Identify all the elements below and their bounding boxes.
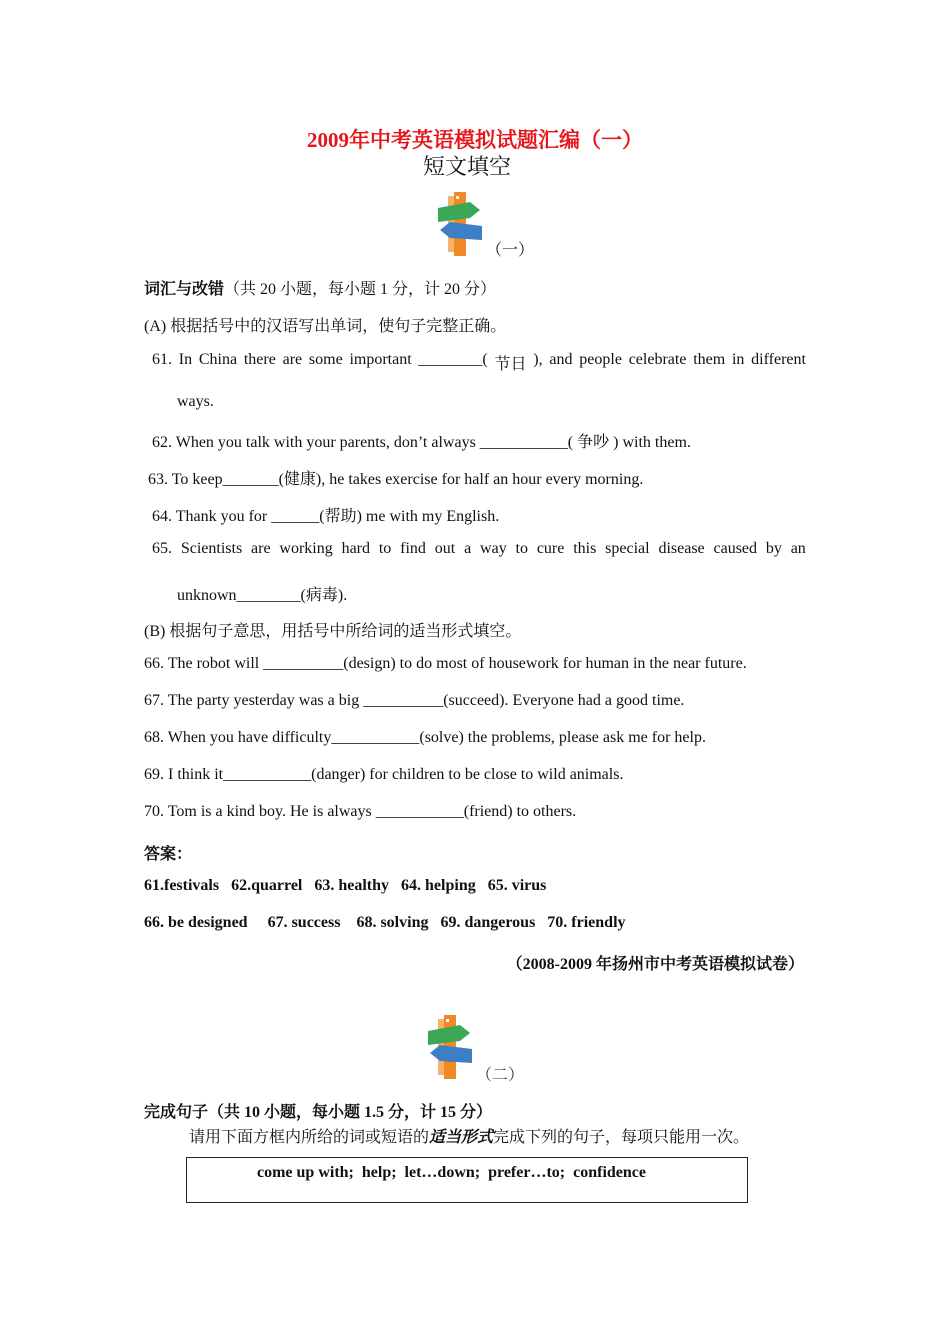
- word: there: [243, 351, 276, 368]
- instruction-pre: 请用下面方框内所给的词或短语的: [189, 1129, 430, 1146]
- word: by: [765, 540, 782, 557]
- word: out: [434, 540, 456, 557]
- word: ),: [533, 351, 543, 368]
- word: hard: [341, 540, 371, 557]
- word: and: [549, 351, 573, 368]
- word: working: [279, 540, 333, 557]
- section-heading: [144, 276, 496, 299]
- word: to: [515, 540, 528, 557]
- word: in: [731, 351, 745, 368]
- word: different: [751, 351, 806, 368]
- word-box-text: come up with; help; let…down; prefer…to; confidence: [257, 1164, 646, 1181]
- word: 65.: [152, 540, 172, 557]
- word: ________(: [418, 351, 488, 368]
- question-62: 62. When you talk with your parents, don’t always ___________( 争吵 ) with them.: [152, 434, 691, 451]
- question-64: 64. Thank you for ______(帮助) me with my English.: [152, 508, 500, 525]
- word: cure: [536, 540, 565, 557]
- word: China: [198, 351, 238, 368]
- answer-label: 答案：: [144, 846, 193, 863]
- word: important: [349, 351, 412, 368]
- question-61-line1: [152, 351, 806, 374]
- section-2-instruction: [189, 1124, 749, 1147]
- word: In: [178, 351, 193, 368]
- word: are: [251, 540, 271, 557]
- heading-bold: 词汇与改错: [144, 281, 225, 298]
- word: special: [605, 540, 650, 557]
- word-box: [186, 1157, 748, 1203]
- word: some: [308, 351, 343, 368]
- word: 节日: [494, 356, 527, 373]
- word: find: [400, 540, 426, 557]
- word: caused: [713, 540, 758, 557]
- question-61-line2: ways.: [177, 393, 214, 410]
- answers-line-1: 61.festivals 62.quarrel 63. healthy 64. helping 65. virus: [144, 877, 547, 894]
- word: are: [282, 351, 303, 368]
- word: 61.: [152, 351, 172, 368]
- answers-line-2: 66. be designed 67. success 68. solving 69. dangerous 70. friendly: [144, 914, 626, 931]
- word: an: [790, 540, 806, 557]
- signpost-logo-icon: [436, 192, 484, 256]
- source-citation: （2008-2009 年扬州市中考英语模拟试卷）: [506, 956, 804, 973]
- word: way: [480, 540, 507, 557]
- instruction-post: 完成下列的句子，每项只能用一次。: [493, 1129, 750, 1146]
- word: to: [378, 540, 392, 557]
- word: this: [573, 540, 597, 557]
- instruction-emphasis: 适当形式: [429, 1129, 494, 1146]
- section-marker-1: （一）: [486, 242, 535, 259]
- signpost-logo-icon: [426, 1015, 474, 1079]
- question-67: 67. The party yesterday was a big __________(succeed). Everyone had a good time.: [144, 692, 685, 709]
- heading-rest: （共 20 小题，每小题 1 分，计 20 分）: [224, 281, 497, 298]
- question-68: 68. When you have difficulty___________(solve) the problems, please ask me for help.: [144, 729, 706, 746]
- question-65-line1: [152, 540, 806, 558]
- question-65-line2: unknown________(病毒).: [177, 587, 348, 604]
- section-2-heading: 完成句子（共 10 小题，每小题 1.5 分，计 15 分）: [144, 1104, 493, 1121]
- question-66: 66. The robot will __________(design) to do most of housework for human in the near future.: [144, 655, 747, 672]
- section-marker-2: （二）: [476, 1067, 525, 1084]
- page-title: 2009年中考英语模拟试题汇编（一）: [307, 128, 643, 152]
- question-70: 70. Tom is a kind boy. He is always ___________(friend) to others.: [144, 803, 577, 820]
- question-69: 69. I think it___________(danger) for children to be close to wild animals.: [144, 766, 624, 783]
- word: celebrate: [628, 351, 687, 368]
- word: Scientists: [180, 540, 243, 557]
- part-b-instruction: (B) 根据句子意思，用括号中所给词的适当形式填空。: [144, 623, 522, 640]
- word: them: [693, 351, 726, 368]
- part-a-instruction: (A) 根据括号中的汉语写出单词，使句子完整正确。: [144, 318, 507, 335]
- word: people: [579, 351, 622, 368]
- question-63: 63. To keep_______(健康), he takes exercise for half an hour every morning.: [148, 471, 644, 488]
- word: disease: [658, 540, 705, 557]
- page-subtitle: 短文填空: [422, 154, 511, 179]
- word: a: [464, 540, 472, 557]
